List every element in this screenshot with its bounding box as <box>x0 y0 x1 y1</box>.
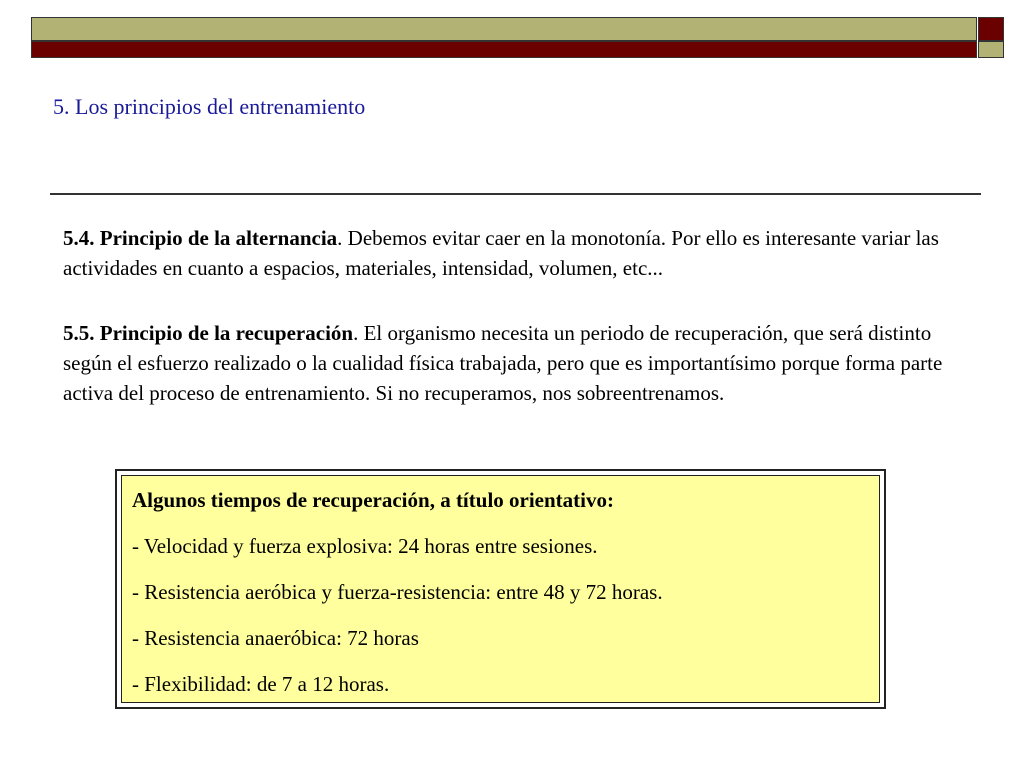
title-divider <box>50 193 981 195</box>
recovery-item: - Resistencia anaeróbica: 72 horas <box>132 626 419 650</box>
recovery-item: - Flexibilidad: de 7 a 12 horas. <box>132 672 390 696</box>
recovery-item: - Velocidad y fuerza explosiva: 24 horas entre sesiones. <box>132 534 598 558</box>
header-maroon-bar <box>31 41 977 58</box>
recovery-box-heading: Algunos tiempos de recuperación, a título orientativo: <box>132 488 614 512</box>
paragraph-heading: 5.5. Principio de la recuperación <box>63 321 354 345</box>
paragraph-heading: 5.4. Principio de la alternancia <box>63 226 338 250</box>
recovery-item: - Resistencia aeróbica y fuerza-resistencia: entre 48 y 72 horas. <box>132 580 663 604</box>
header-olive-bar <box>31 17 977 41</box>
paragraph-recuperacion <box>63 318 963 408</box>
paragraph-alternancia <box>63 223 963 283</box>
header-corner-olive-block <box>978 41 1004 58</box>
recovery-times-box <box>115 469 886 709</box>
slide-title: 5. Los principios del entrenamiento <box>53 94 366 119</box>
header-corner-maroon-block <box>978 17 1004 41</box>
paragraph-text: . Debemos evitar caer en la monotonía. Por ello es interesante variar las actividades en cuanto a espacios, materiales, intensidad, volumen, etc... <box>63 226 939 280</box>
paragraph-text: . El organismo necesita un periodo de recuperación, que será distinto según el esfuerzo realizado o la cualidad física trabajada, pero que es importantísimo porque forma parte activa del proceso de entrenamiento. Si no recuperamos, nos sobreentrenamos. <box>63 321 943 405</box>
recovery-times-content <box>121 475 880 703</box>
